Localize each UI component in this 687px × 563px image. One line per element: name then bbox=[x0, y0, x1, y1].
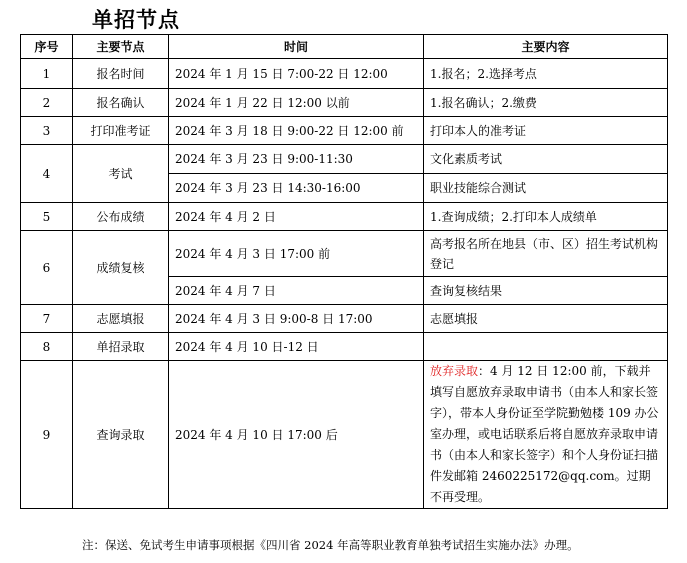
row-node: 考试 bbox=[73, 145, 169, 203]
header-index: 序号 bbox=[21, 35, 73, 59]
row-index: 6 bbox=[21, 231, 73, 305]
row-time: 2024 年 4 月 10 日-12 日 bbox=[169, 333, 424, 361]
row-node: 成绩复核 bbox=[73, 231, 169, 305]
row-content: 查询复核结果 bbox=[424, 277, 668, 305]
page-title: 单招节点 bbox=[92, 8, 180, 32]
abandon-admission-label: 放弃录取 bbox=[430, 364, 479, 378]
row-content: 1.报名确认；2.缴费 bbox=[424, 89, 668, 117]
table-row bbox=[21, 361, 668, 509]
row-node: 志愿填报 bbox=[73, 305, 169, 333]
row-index: 5 bbox=[21, 203, 73, 231]
row-time: 2024 年 1 月 22 日 12:00 以前 bbox=[169, 89, 424, 117]
row-node: 公布成绩 bbox=[73, 203, 169, 231]
table-header-row bbox=[21, 35, 668, 59]
row-time: 2024 年 4 月 2 日 bbox=[169, 203, 424, 231]
row-time: 2024 年 3 月 23 日 14:30-16:00 bbox=[169, 174, 424, 203]
row-time: 2024 年 4 月 10 日 17:00 后 bbox=[169, 361, 424, 509]
row-node: 报名时间 bbox=[73, 59, 169, 89]
row-index: 2 bbox=[21, 89, 73, 117]
row-index: 7 bbox=[21, 305, 73, 333]
table-row bbox=[21, 59, 668, 89]
row-content: 高考报名所在地县（市、区）招生考试机构登记 bbox=[424, 231, 668, 277]
row-index: 9 bbox=[21, 361, 73, 509]
table-row bbox=[21, 231, 668, 277]
header-content: 主要内容 bbox=[424, 35, 668, 59]
table-row bbox=[21, 145, 668, 174]
row-content bbox=[424, 361, 668, 509]
row-time: 2024 年 4 月 3 日 17:00 前 bbox=[169, 231, 424, 277]
table-row bbox=[21, 117, 668, 145]
table-row bbox=[21, 89, 668, 117]
row-index: 8 bbox=[21, 333, 73, 361]
row-node: 报名确认 bbox=[73, 89, 169, 117]
row-time: 2024 年 4 月 7 日 bbox=[169, 277, 424, 305]
row-node: 单招录取 bbox=[73, 333, 169, 361]
row-content: 志愿填报 bbox=[424, 305, 668, 333]
row-time: 2024 年 3 月 23 日 9:00-11:30 bbox=[169, 145, 424, 174]
row-time: 2024 年 4 月 3 日 9:00-8 日 17:00 bbox=[169, 305, 424, 333]
row-node: 查询录取 bbox=[73, 361, 169, 509]
row-index: 1 bbox=[21, 59, 73, 89]
row-index: 3 bbox=[21, 117, 73, 145]
footnote: 注：保送、免试考生申请事项根据《四川省 2024 年高等职业教育单独考试招生实施办法》办理。 bbox=[82, 538, 579, 552]
row-content: 1.查询成绩；2.打印本人成绩单 bbox=[424, 203, 668, 231]
header-time: 时间 bbox=[169, 35, 424, 59]
row-content: 打印本人的准考证 bbox=[424, 117, 668, 145]
row-content: 文化素质考试 bbox=[424, 145, 668, 174]
table-row bbox=[21, 305, 668, 333]
row-node: 打印准考证 bbox=[73, 117, 169, 145]
row-time: 2024 年 3 月 18 日 9:00-22 日 12:00 前 bbox=[169, 117, 424, 145]
row-time: 2024 年 1 月 15 日 7:00-22 日 12:00 bbox=[169, 59, 424, 89]
row-content bbox=[424, 333, 668, 361]
row-content: 1.报名；2.选择考点 bbox=[424, 59, 668, 89]
schedule-table bbox=[20, 34, 668, 509]
row-index: 4 bbox=[21, 145, 73, 203]
table-row bbox=[21, 203, 668, 231]
header-node: 主要节点 bbox=[73, 35, 169, 59]
row-content: 职业技能综合测试 bbox=[424, 174, 668, 203]
table-row bbox=[21, 333, 668, 361]
abandon-admission-details: ：4 月 12 日 12:00 前，下载并填写自愿放弃录取申请书（由本人和家长签字），带本人身份证至学院勤勉楼 109 办公室办理，或电话联系后将自愿放弃录取申请书（由本人和家长签字）和个人身份证扫描件发邮箱 2460225172@qq.com。过期不再受理。 bbox=[430, 364, 659, 504]
